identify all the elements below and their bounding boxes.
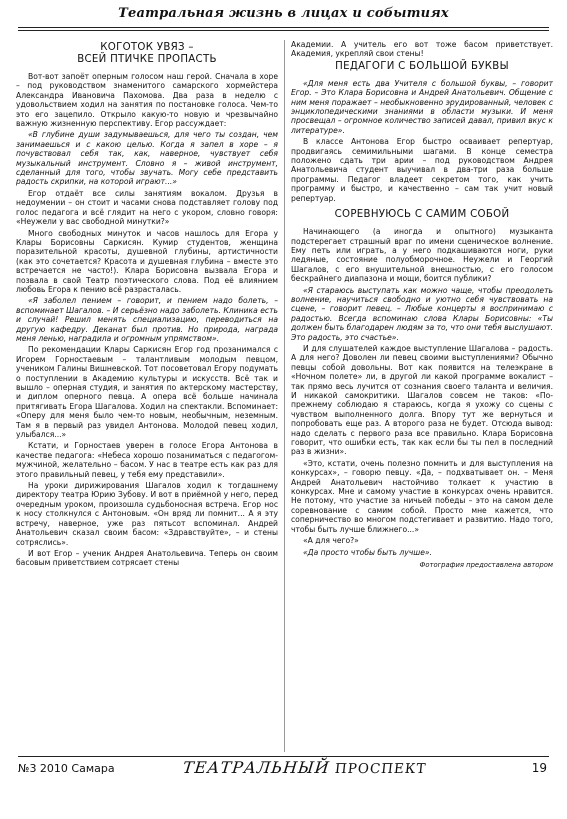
- section-title-line: КОГОТОК УВЯЗ –: [100, 42, 194, 53]
- quote-paragraph: «Да просто чтобы быть лучше».: [303, 547, 432, 557]
- left-column: [16, 40, 278, 752]
- body-paragraph: По рекомендации Клары Саркисян Егор год прозанимался с Игорем Горностаевым – талантливым молодым певцом, учеником Галины Вишневской. Тот посоветовал Егору подумать о поступлении в Академию культуры и искусств. Всё так и вышло – оперная студия, и занятия по актерскому мастерству, и диплом оперного певца. А опера всё больше начинала притягивать Егора Шагалова. Ходил на спектакли. Вспоминает: «Оперу для меня было чем-то новым, необычным, неземным. Там я в первый раз увидел Антонова. Молодой певец ходил, улыбался...»: [16, 345, 278, 440]
- body-paragraph: В классе Антонова Егор быстро осваивает репертуар, продвигаясь семимильными шагами. В конце семестра положено сдать три арии – под руководством Андрея Анатольевича студент выучивал в два-три раза больше программы. Педагог владеет секретом того, как учить программу и быстро, и качественно – сам так учит новый репертуар.: [291, 137, 553, 203]
- quote-paragraph: «В глубине души задумываешься, для чего ты создан, чем занимаешься и с какою целью. Когда я запел в хоре – я почувствовал себя так, как, наверное, чувствует себя музыкальный инструмент. Словно я – живой инструмент, сделанный для того, чтобы звучать. Могу себе представить радость скрипки, на которой играют...»: [16, 130, 278, 187]
- issue-label: №3 2010 Самара: [18, 762, 115, 775]
- body-paragraph: И вот Егор – ученик Андрея Анатольевича. Теперь он своим басовым приветствием сотрясает стены: [16, 548, 278, 568]
- section2-paragraphs: [291, 227, 553, 557]
- magazine-logo-prefix: ТЕАТРАЛЬНЫЙ: [182, 758, 331, 777]
- quote-paragraph: «Для меня есть два Учителя с большой буквы, – говорит Егор. – Это Клара Борисовна и Андрей Анатольевич. Общение с ним меня поражает – необыкновенно эрудированный, человек с энциклопедическими знаниями в области музыки. И меня просвещал – огромное количество записей давал, привил вкус к литературе».: [291, 78, 553, 135]
- body-paragraph: И для слушателей каждое выступление Шагалова – радость. А для него? Доволен ли певец своими выступлениями? Обычно певцы собой довольны. Вот как появится на телеэкране в «Ночном полете» ли, в другой ли какой программе вокалист – так прямо весь лучится от сознания своего таланта и величия. И никакой самокритики. Шагалов совсем не таков: «По-прежнему соблюдаю я стараюсь, когда я ухожу со сцены с чувством выполненного долга. Впору тут же вернуться и попробовать еще раз. А второго раза не будет. Отсюда вывод: надо сделать с первого раза все правильно. Клара Борисовна говорит, что ошибки есть, так как если бы ты пел в последний раз в жизни».: [291, 343, 553, 457]
- section-title-left: [16, 42, 278, 66]
- quote-paragraph: «Я стараюсь выступать как можно чаще, чтобы преодолеть волнение, научиться свободно и уютно себя чувствовать на сцене, – говорит певец. – Любые концерты я воспринимаю с радостью. Всегда вспоминаю слова Клары Борисовны: «Ты должен быть благодарен людям за то, что они тебя выслушают. Это радость, это счастье».: [291, 285, 553, 342]
- body-paragraph: Кстати, и Горностаев уверен в голосе Егора Антонова в качестве педагога: «Небеса хорошо позаниматься с педагогом-мужчиной, желательно – басом. У нас в театре есть как раз для этого правильный певец, у тебя ему представили».: [16, 441, 278, 479]
- magazine-logo: [182, 758, 427, 777]
- body-paragraph: «Это, кстати, очень полезно помнить и для выступления на конкурсах», – говорю певцу. «Да, – подхватывает он. – Меня Андрей Анатольевич настойчиво толкает к участию в конкурсах. Мне и самому участие в конкурсах очень нравится. Не потому, что участие за ничьей победы – это на самом деле соревнование с самим собой. Просто мне кажется, что соперничество во многом подстегивает и развитию. Надо того, чтобы быть лучше ближнего...»: [291, 458, 553, 534]
- body-paragraph: Много свободных минуток и часов нашлось для Егора у Клары Борисовны Саркисян. Кумир студентов, женщина поразительной красоты, душевной глубины, артистичности (как это сочетается? Красота и душевная глубина – вместе это встречается не часто!). Клара Борисовна вызвала Егора и позвала в свой Театр поэтического слова. Под её влиянием любовь Егора к пению всё разрасталась.: [16, 228, 278, 294]
- body-paragraph: На уроки дирижирования Шагалов ходил к тогдашнему директору театра Юрию Зубову. И вот в приёмной у него, перед очередным уроком, произошла судьбоносная встреча. Егор нос к носу столкнулся с Антоновым. «Он вряд ли помнит... А я эту встречу, наверное, уже раз пятьсот вспоминал. Андрей Анатольевич сказал своим басом: «Здравствуйте», – и стены сотряслись».: [16, 481, 278, 547]
- footer-rule: [18, 756, 549, 757]
- body-paragraph: Начинающего (а иногда и опытного) музыканта подстерегает страшный враг по имени сценическое волнение. Ему петь или играть, а у него подкашиваются ноги, руки ледяные, состояние полуобморочное. Неужели и Георгий Шагалов, с его внушительной внешностью, с его голосом бескрайнего диапазона и мощи, боится публики?: [291, 227, 553, 284]
- intro-paragraph: Академии. А учитель его вот тоже басом приветствует. Академия, укрепляй свои стены!: [291, 40, 553, 59]
- section-title-line: ВСЕЙ ПТИЧКЕ ПРОПАСТЬ: [77, 54, 217, 65]
- left-paragraphs: [16, 72, 278, 568]
- page-number: 19: [531, 761, 547, 775]
- body-paragraph: «А для чего?»: [303, 536, 359, 546]
- running-head: Театральная жизнь в лицах и событиях: [118, 6, 449, 21]
- quote-paragraph: «Я заболел пением – говорит, и пением надо болеть, – вспоминает Шагалов. – И серьёзно надо заболеть. Клиника есть и случай! Решил менять специализацию, переводиться на другую кафедру. Деканат был против. Но природа, награда меня ленью, наградила и огромным упрямством».: [16, 296, 278, 343]
- section1-paragraphs: [291, 79, 553, 203]
- body-paragraph: Егор отдаёт все силы занятиям вокалом. Друзья в недоумении – он стоит и часами снова подставляет голову под голос педагога и всё глядит на него с укором, словно говоря: «Неужели у вас свободной минутки?»: [16, 188, 278, 227]
- magazine-logo-suffix: ПРОСПЕКТ: [334, 761, 428, 777]
- section-title-pedagogues: ПЕДАГОГИ С БОЛЬШОЙ БУКВЫ: [335, 60, 509, 72]
- header-rule: [18, 27, 549, 28]
- right-column: [291, 40, 553, 752]
- section-title-competition: СОРЕВНУЮСЬ С САМИМ СОБОЙ: [334, 209, 510, 221]
- header-rule-second: [18, 30, 549, 31]
- column-divider: [284, 40, 285, 752]
- body-paragraph: Вот-вот запоёт оперным голосом наш герой. Сначала в хоре – под руководством знаменитого самарского хормейстера Александра Ивановича Пахомова. Два раза в неделю с удовольствием ходил на занятия по постановке голоса. Чем-то это его зацепило. Открыло какую-то новую и чрезвычайно важную жизненную перспективу. Егор рассуждает:: [16, 72, 278, 129]
- photo-credit: Фотография предоставлена автором: [419, 560, 553, 569]
